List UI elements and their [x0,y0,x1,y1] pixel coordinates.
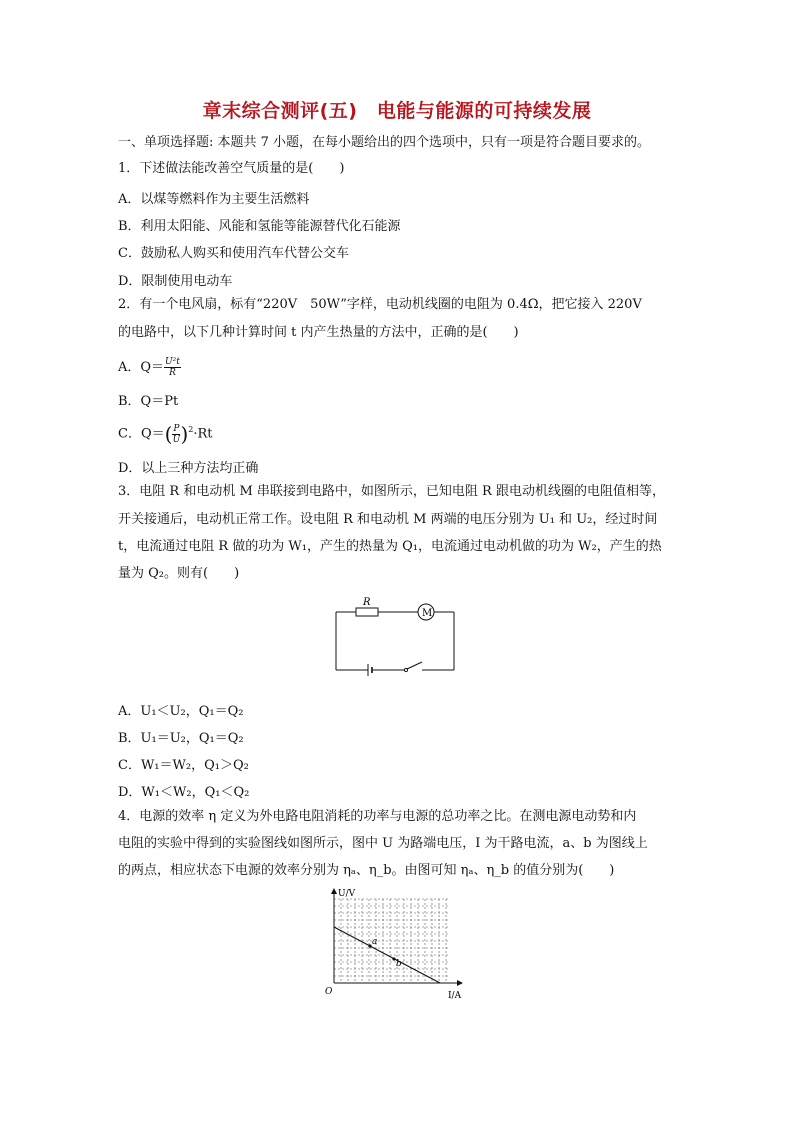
page-title: 章末综合测评(五) 电能与能源的可持续发展 [202,100,592,122]
q2-option-b[interactable]: B．Q＝Pt [118,394,179,409]
circuit-diagram [330,594,460,680]
q3-option-a[interactable]: A．U₁＜U₂，Q₁＝Q₂ [118,704,244,719]
q2-option-c[interactable] [118,422,213,446]
ui-line [334,927,440,983]
q2-stem-line2: 的电路中，以下几种计算时间 t 内产生热量的方法中，正确的是( ) [118,325,519,340]
q3-line1: 3．电阻 R 和电动机 M 串联接到电路中，如图所示，已知电阻 R 跟电动机线圈的电阻值相等， [118,484,665,499]
fraction-denominator: R [169,368,176,378]
q4-line3: 的两点，相应状态下电源的效率分别为 ηₐ、η_b。由图可知 ηₐ、η_b 的值分别为( ) [118,863,615,878]
q3-line2: 开关接通后，电动机正常工作。设电阻 R 和电动机 M 两端的电压分别为 U₁ 和 U₂，经过时间 [118,512,658,527]
fraction-numerator: P [173,423,180,434]
q3-option-b[interactable]: B．U₁＝U₂，Q₁＝Q₂ [118,731,244,746]
q1-option-c[interactable]: C．鼓励私人购买和使用汽车代替公交车 [118,246,349,261]
q2-option-c-suffix: ·Rt [193,426,213,442]
x-axis-label: I/A [448,991,462,1001]
graph-grid [334,899,450,983]
q3-line4: 量为 Q₂。则有( ) [118,566,240,581]
q3-option-d[interactable]: D．W₁＜W₂，Q₁＜Q₂ [118,785,250,800]
q2-option-d[interactable]: D．以上三种方法均正确 [118,461,259,476]
fraction-denominator: U [172,434,181,445]
resistor-symbol [356,608,378,616]
q4-line2: 电阻的实验中得到的实验图线如图所示，图中 U 为路端电压，I 为干路电流，a、b 为图线上 [118,836,648,851]
q1-option-b[interactable]: B．利用太阳能、风能和氢能等能源替代化石能源 [118,219,401,234]
q3-option-c[interactable]: C．W₁＝W₂，Q₁＞Q₂ [118,758,249,773]
left-paren: ( [164,422,173,446]
motor-label: M [422,608,433,619]
resistor-label: R [363,597,371,608]
q3-line3: t，电流通过电阻 R 做的功为 W₁，产生的热量为 Q₁，电流通过电动机做的功为 W₂，产生的热 [118,539,662,554]
fraction-numerator: U²t [165,357,180,367]
section-header: 一、单项选择题: 本题共 7 小题，在每小题给出的四个选项中，只有一项是符合题目要求的。 [118,135,651,150]
x-axis-arrow [457,980,463,986]
switch-lever[interactable] [407,662,422,669]
q2-option-a-prefix: A．Q＝ [118,360,165,375]
origin-label: O [325,987,333,997]
q2-option-a[interactable] [118,356,181,378]
q4-line1: 4．电源的效率 η 定义为外电路电阻消耗的功率与电源的总功率之比。在测电源电动势和内 [118,809,637,824]
q2-stem-line1: 2．有一个电风扇，标有“220V 50W”字样，电动机线圈的电阻为 0.4Ω，把它接入 220V [118,297,642,312]
q2-option-c-prefix: C．Q＝ [118,426,165,442]
point-a-label: a [372,937,378,947]
y-axis-arrow [331,888,337,894]
q1-option-d[interactable]: D．限制使用电动车 [118,274,233,289]
q1-stem: 1．下述做法能改善空气质量的是( ) [118,161,345,176]
ui-graph [322,882,472,1004]
point-b-label: b [396,959,402,969]
right-paren: ) [180,422,189,446]
exponent: 2 [188,425,194,435]
y-axis-label: U/V [338,889,356,899]
q1-option-a[interactable]: A．以煤等燃料作为主要生活燃料 [118,192,310,207]
q2-option-a-fraction [164,357,181,378]
